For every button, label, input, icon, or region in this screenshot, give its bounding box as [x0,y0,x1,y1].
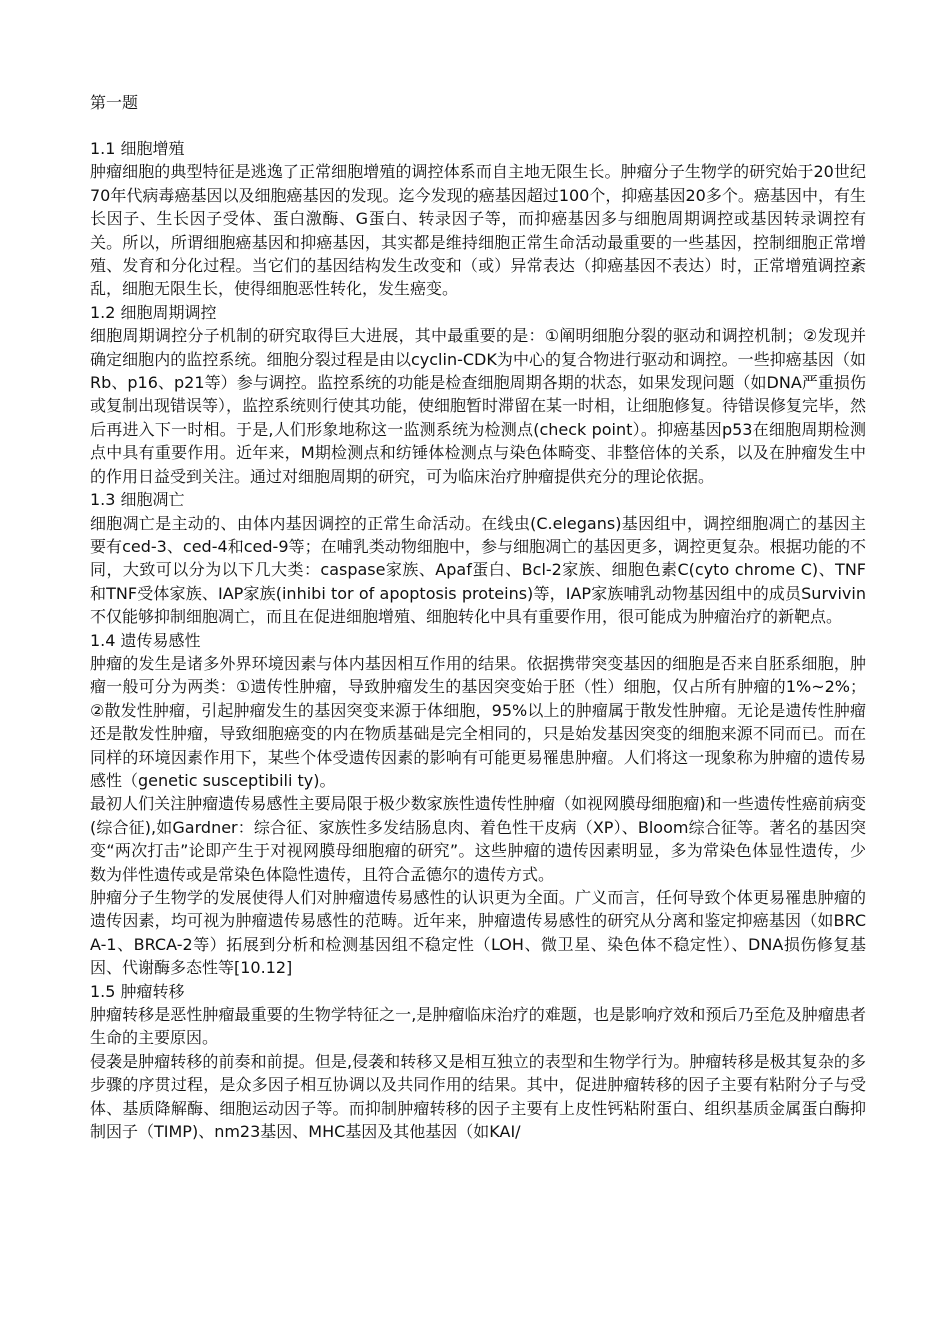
section-heading: 1.2 细胞周期调控 [90,302,217,322]
paragraph: 最初人们关注肿瘤遗传易感性主要局限于极少数家族性遗传性肿瘤（如视网膜母细胞瘤)和一些遗传性癌前病变(综合征),如Gardner：综合征、家族性多发结肠息肉、着色性干皮病（XP）、Bloom综合征等。著名的基因突变“两次打击”论即产生于对视网膜母细胞瘤的研究”。这些肿瘤的遗传因素明显，多为常染色体显性遗传，少数为伴性遗传或是常染色体隐性遗传，且符合孟德尔的遗传方式。 [90,794,866,884]
paragraph: 肿瘤分子生物学的发展使得人们对肿瘤遗传易感性的认识更为全面。广义而言，任何导致个体更易罹患肿瘤的遗传因素，均可视为肿瘤遗传易感性的范畴。近年来，肿瘤遗传易感性的研究从分离和鉴定抑癌基因（如BRCA-1、BRCA-2等）拓展到分析和检测基因组不稳定性（LOH、微卫星、染色体不稳定性）、DNA损伤修复基因、代谢酶多态性等[10.12] [90,888,866,978]
paragraph: 肿瘤转移是恶性肿瘤最重要的生物学特征之一,是肿瘤临床治疗的难题，也是影响疗效和预后乃至危及肿瘤患者生命的主要原因。 [90,1005,866,1048]
document-title: 第一题 [90,93,139,112]
section-heading: 1.4 遗传易感性 [90,630,201,650]
paragraph: 细胞周期调控分子机制的研究取得巨大进展，其中最重要的是：①阐明细胞分裂的驱动和调控机制；②发现并确定细胞内的监控系统。细胞分裂过程是由以cyclin-CDK为中心的复合物进行驱动和调控。一些抑癌基因（如Rb、p16、p21等）参与调控。监控系统的功能是检查细胞周期各期的状态，如果发现问题（如DNA严重损伤或复制出现错误等），监控系统则行使其功能，使细胞暂时滞留在某一时相，让细胞修复。待错误修复完毕，然后再进入下一时相。于是,人们形象地称这一监测系统为检测点(check point）。抑癌基因p53在细胞周期检测点中具有重要作用。近年来，M期检测点和纺锤体检测点与染色体畸变、非整倍体的关系，以及在肿瘤发生中的作用日益受到关注。通过对细胞周期的研究，可为临床治疗肿瘤提供充分的理论依据。 [90,326,867,486]
paragraph: 侵袭是肿瘤转移的前奏和前提。但是,侵袭和转移又是相互独立的表型和生物学行为。肿瘤转移是极其复杂的多步骤的序贯过程，是众多因子相互协调以及共同作用的结果。其中，促进肿瘤转移的因子主要有粘附分子与受体、基质降解酶、细胞运动因子等。而抑制肿瘤转移的因子主要有上皮性钙粘附蛋白、组织基质金属蛋白酶抑制因子（TIMP)、nm23基因、MHC基因及其他基因（如KAI/ [90,1051,866,1142]
section-cell-cycle-regulation [90,301,866,488]
section-heading: 1.1 细胞增殖 [90,139,185,158]
paragraph: 细胞凋亡是主动的、由体内基因调控的正常生命活动。在线虫(C.elegans)基因组中，调控细胞凋亡的基因主要有ced-3、ced-4和ced-9等；在哺乳类动物细胞中，参与细胞凋亡的基因更多，调控更复杂。根据功能的不同，大致可以分为以下几大类：caspase家族、Apaf蛋白、Bcl-2家族、细胞色素C(cyto chrome C)、TNF和TNF受体家族、IAP家族(inhibi tor of apoptosis proteins)等，IAP家族哺乳动物基因组中的成员Survivin不仅能够抑制细胞凋亡，而且在促进细胞增殖、细胞转化中具有重要作用，很可能成为肿瘤治疗的新靶点。 [90,513,866,627]
section-tumor-metastasis [90,980,866,1144]
paragraph: 肿瘤的发生是诸多外界环境因素与体内基因相互作用的结果。依据携带突变基因的细胞是否来自胚系细胞，肿瘤一般可分为两类：①遗传性肿瘤，导致肿瘤发生的基因突变始于胚（性）细胞，仅占所有肿瘤的1%~2%；②散发性肿瘤，引起肿瘤发生的基因突变来源于体细胞，95%以上的肿瘤属于散发性肿瘤。无论是遗传性肿瘤还是散发性肿瘤，导致细胞癌变的内在物质基础是完全相同的，只是始发基因突变的细胞来源不同而已。而在同样的环境因素作用下，某些个体受遗传因素的影响有可能更易罹患肿瘤。人们将这一现象称为肿瘤的遗传易感性（genetic susceptibili ty)。 [90,653,866,790]
section-genetic-susceptibility [90,629,866,980]
section-heading: 1.3 细胞凋亡 [90,490,185,510]
section-heading: 1.5 肿瘤转移 [90,981,185,1001]
section-cell-proliferation [90,137,866,301]
paragraph: 肿瘤细胞的典型特征是逃逸了正常细胞增殖的调控体系而自主地无限生长。肿瘤分子生物学的研究始于20世纪70年代病毒癌基因以及细胞癌基因的发现。迄今发现的癌基因超过100个，抑癌基因20多个。癌基因中，有生长因子、生长因子受体、蛋白激酶、G蛋白、转录因子等，而抑癌基因多与细胞周期调控或基因转录调控有关。所以，所谓细胞癌基因和抑癌基因，其实都是维持细胞正常生命活动最重要的一些基因，控制细胞正常增殖、发育和分化过程。当它们的基因结构发生改变和（或）异常表达（抑癌基因不表达）时，正常增殖调控紊乱，细胞无限生长，使得细胞恶性转化，发生癌变。 [90,162,866,299]
document-page [90,92,866,1143]
section-apoptosis [90,488,866,628]
